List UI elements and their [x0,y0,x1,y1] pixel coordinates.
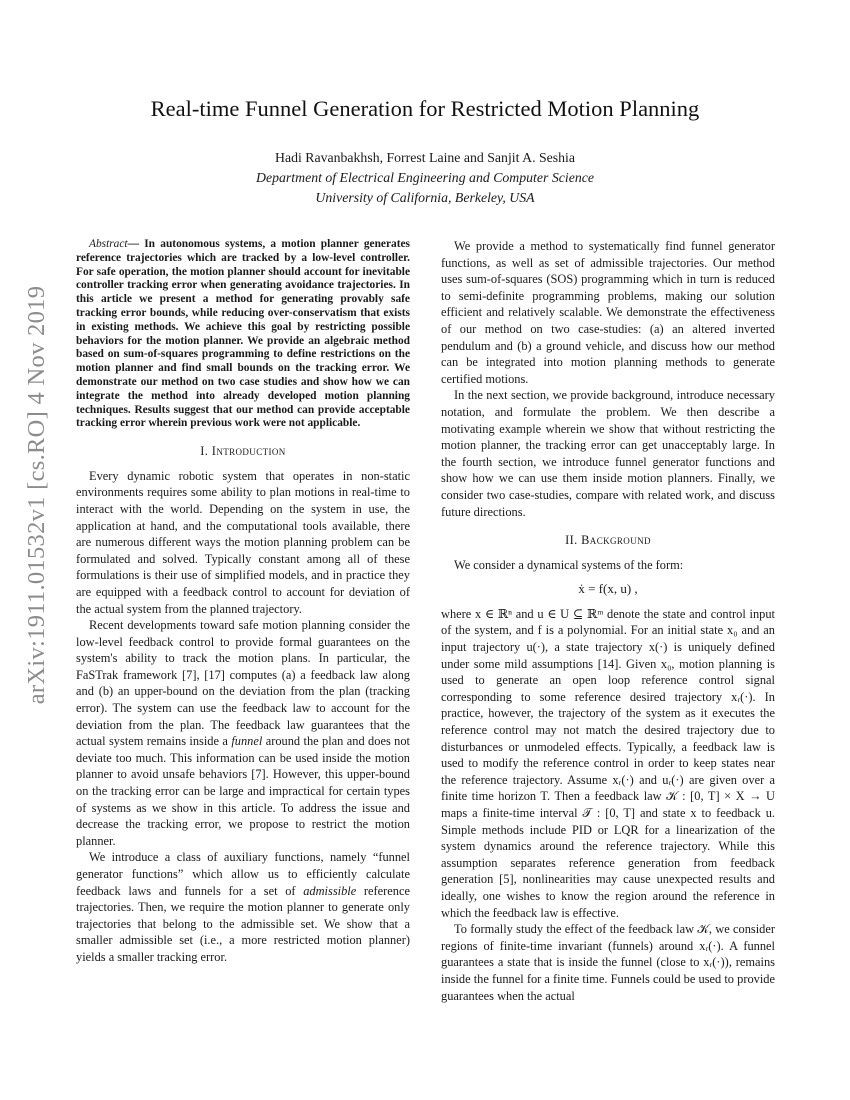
abstract [76,238,410,431]
background-paragraph-1: We consider a dynamical systems of the form: [454,557,684,572]
section-heading-introduction: I. Introduction [200,444,286,459]
abstract-label: Abstract [89,238,128,250]
affiliation-university: University of California, Berkeley, USA [315,190,535,205]
intro-paragraph-5: In the next section, we provide background, introduce necessary notation, and formulate the problem. We then describe a motivating example wherein we show that without restricting the motion planner, the tracking error can get unacceptably large. In the fourth section, we introduce funnel generator functions and show how we can use them inside motion planners. Finally, we consider two case-studies, compare with related work, and discuss future directions. [441,388,775,519]
abstract-text: — In autonomous systems, a motion planner generates reference trajectories which are tracked by a low-level controller. For safe operation, the motion planner should account for inevitable controller tracking error when generating avoidance trajectories. In this article we present a method for generating provably safe tracking error bounds, while reducing over-conservatism that exists in existing methods. We achieve this goal by restricting possible behaviors for the motion planner. We provide an algebraic method based on sum-of-squares programming to define restrictions on the motion planner and find small bounds on the tracking error. We demonstrate our method on two case studies and show how we can integrate the method into already developed motion planning techniques. Results suggest that our method can provide acceptable tracking error wherein previous work were not applicable. [76,238,410,430]
emphasis-admissible: admissible [303,883,357,898]
section-heading-background: II. Background [565,533,651,548]
emphasis-funnel: funnel [231,734,263,749]
intro-paragraph-2: Recent developments toward safe motion planning consider the low-level feedback control to provide formal guarantees on the system's ability to track the motion plans. In particular, the FaSTrak framework [7], [17] computes (a) a feedback law along and (b) an upper-bound on the deviation from the plan (tracking error). The system can use the feedback law to account for the deviation from the plan. The feedback law guarantees that the actual system remains inside a funnel around the plan and does not deviate too much. This information can be used inside the motion planner to avoid unsafe behaviors [7]. However, this upper-bound on the tracking error can be large and impractical for certain types of systems as we show in this article. To address the issue and decrease the tracking error, we propose to restrict the motion planner. [76,618,410,848]
background-paragraph-2: where x ∈ ℝⁿ and u ∈ U ⊆ ℝᵐ denote the state and control input of the system, and f is a polynomial. For an initial state x₀ and an input trajectory u(·), a state trajectory x(·) is uniquely defined under some mild assumptions [14]. Given x₀, motion planning is used to generate an open loop reference control signal corresponding to some reference desired trajectory xᵣ(·). In practice, however, the trajectory of the system as it executes the reference control may not match the desired trajectory due to disturbances or unmodeled effects. Typically, a feedback law is used to modify the reference control in order to keep states near the reference trajectory. Assume xᵣ(·) and uᵣ(·) are given over a finite time horizon T. Then a feedback law 𝒦 : [0, T] × X → U maps a finite-time interval 𝒯 : [0, T] and state x to feedback u. Simple methods include PID or LQR for a linearization of the system dynamics around the reference trajectory. While this assumption separates reference generation from feedback generation [5], nonlinearities may cause unexpected results and ideally, one wishes to know the region around the reference in which the feedback law is effective. [441,606,775,920]
left-column [76,238,410,966]
paper-title: Real-time Funnel Generation for Restricted Motion Planning [150,96,700,121]
arxiv-stamp [14,285,60,705]
intro-paragraph-1: Every dynamic robotic system that operates in non-static environments requires some ability to plan motions in real-time to interact with the world. Depending on the system in use, the application at hand, and the computational tools available, there are numerous different ways the motion planning problem can be formulated and solved. Typically constant among all of these formulations is their use of simplified models, and in practice they are equipped with a feedback control to account for deviation of the actual system from the planned trajectory. [76,468,410,616]
affiliation-department: Department of Electrical Engineering and Computer Science [256,170,594,185]
author-names: Hadi Ravanbakhsh, Forrest Laine and Sanjit A. Seshia [274,150,576,165]
right-column [441,238,775,1004]
intro-paragraph-4: We provide a method to systematically find funnel generator functions, as well as set of admissible trajectories. Our method uses sum-of-squares (SOS) programming which in turn is reduced to semi-definite programming problems, making our solution efficient and relatively scalable. We demonstrate the effectiveness of our method on two case-studies: (a) an altered inverted pendulum and (b) a ground vehicle, and discuss how our method can be integrated into motion planning methods to generate certified motions. [441,239,775,386]
dynamics-equation: ẋ = f(x, u) , [578,581,638,597]
arxiv-id: arXiv:1911.01532v1 [cs.RO] 4 Nov 2019 [23,285,51,705]
author-block [0,148,850,208]
intro-paragraph-3: We introduce a class of auxiliary functions, namely “funnel generator functions” which allow us to efficiently calculate feedback laws and funnels for a set of admissible reference trajectories. Then, we require the motion planner to generate only trajectories that belong to the admissible set. We show that a smaller admissible set (i.e., a more restricted motion planner) yields a smaller tracking error. [76,850,410,964]
background-paragraph-3: To formally study the effect of the feedback law 𝒦, we consider regions of finite-time invariant (funnels) around xᵣ(·). A funnel guarantees a state that is inside the funnel (close to xᵣ(·)), remains inside the funnel for a finite time. Funnels could be used to provide guarantees when the actual [441,922,775,1003]
